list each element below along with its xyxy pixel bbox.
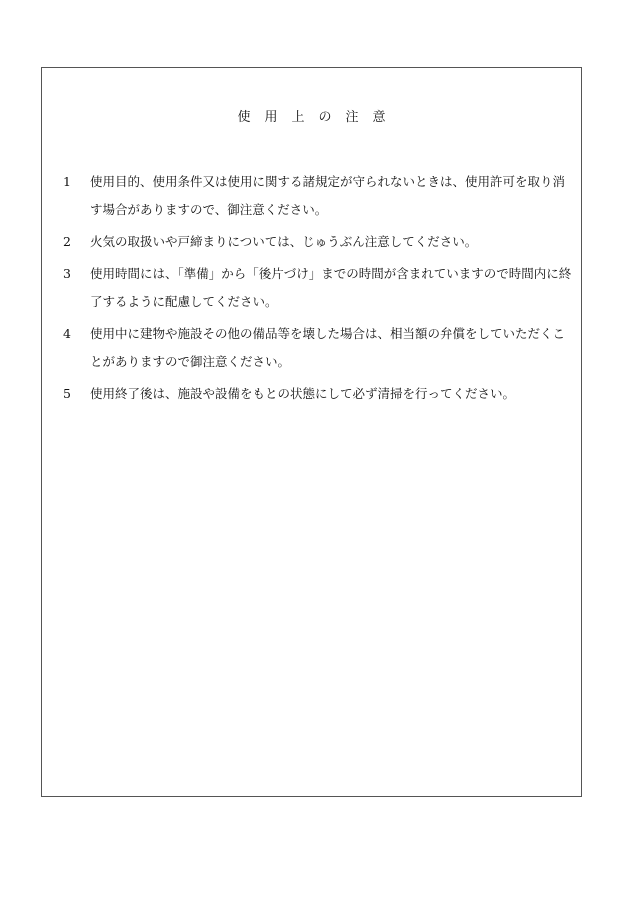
note-text: 使用終了後は、施設や設備をもとの状態にして必ず清掃を行ってください。 bbox=[90, 386, 516, 401]
note-number: 1 bbox=[63, 174, 71, 189]
note-number: 3 bbox=[63, 266, 71, 281]
note-item-5 bbox=[63, 380, 573, 408]
note-number: 5 bbox=[63, 386, 71, 401]
note-number: 2 bbox=[63, 234, 71, 249]
note-item-2 bbox=[63, 228, 573, 256]
page-title: 使用上の注意 bbox=[237, 110, 400, 125]
note-text: 火気の取扱いや戸締まりについては、じゅうぶん注意してください。 bbox=[90, 234, 478, 249]
note-item-4 bbox=[63, 320, 573, 376]
note-item-1 bbox=[63, 168, 573, 224]
note-text: 使用目的、使用条件又は使用に関する諸規定が守られないときは、使用許可を取り消す場合がありますので、御注意ください。 bbox=[90, 174, 566, 217]
note-number: 4 bbox=[63, 326, 71, 341]
notes-list bbox=[63, 168, 573, 412]
note-text: 使用時間には、「準備」から「後片づけ」までの時間が含まれていますので時間内に終了するように配慮してください。 bbox=[90, 266, 572, 309]
notice-sheet bbox=[41, 67, 582, 797]
note-item-3 bbox=[63, 260, 573, 316]
note-text: 使用中に建物や施設その他の備品等を壊した場合は、相当額の弁償をしていただくことがありますので御注意ください。 bbox=[90, 326, 566, 369]
